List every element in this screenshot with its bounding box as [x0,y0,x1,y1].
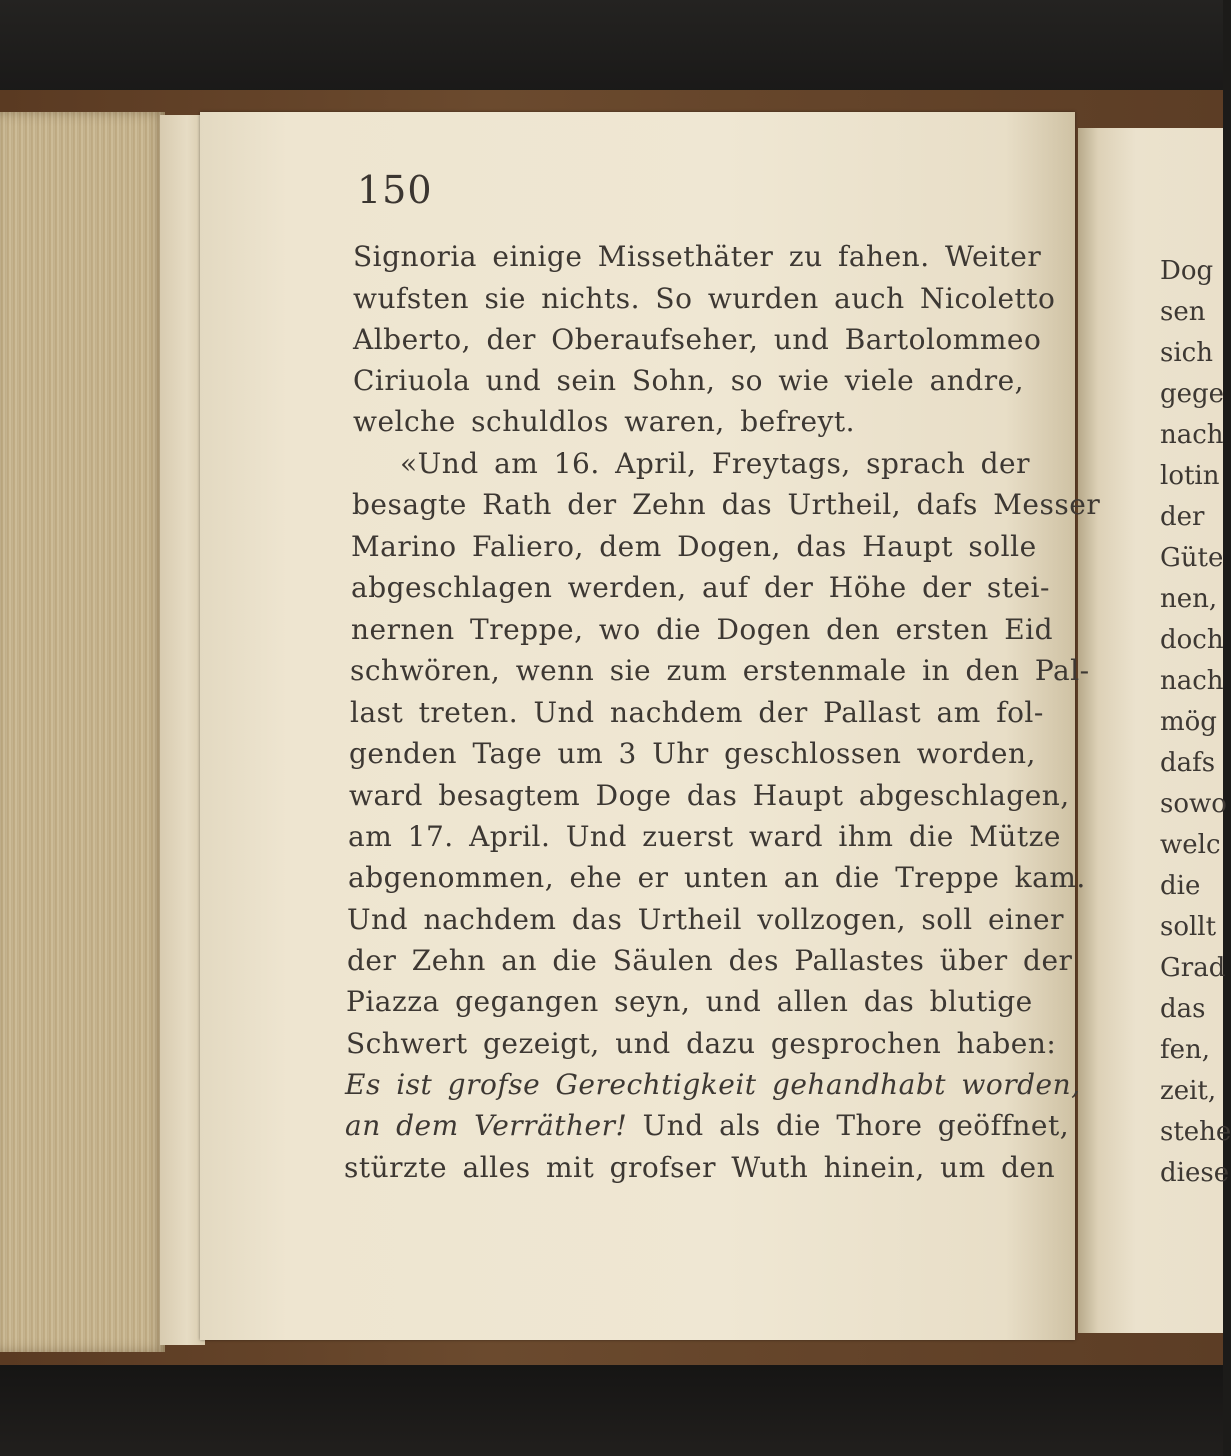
text-line: nernen Treppe, wo die Dogen den ersten Eid [351,613,1054,646]
text-line: besagte Rath der Zehn das Urtheil, dafs Messer [352,488,1101,521]
text-line: der Zehn an die Säulen des Pallastes über der [347,944,1073,977]
right-page-fragment: sollt [1160,912,1217,942]
text-line: am 17. April. Und zuerst ward ihm die Mütze [348,820,1061,853]
right-page-fragment: fen, [1160,1035,1211,1065]
right-page-fragment: stehe [1160,1117,1231,1147]
text-line: ward besagtem Doge das Haupt abgeschlagen, [349,779,1070,812]
text-line: abgenommen, ehe er unten an die Treppe kam. [348,861,1086,894]
text-line: Signoria einige Missethäter zu fahen. Weiter [353,240,1042,273]
right-page-fragment: Dog [1160,256,1214,286]
right-page-fragment: sen [1160,297,1206,327]
right-page-fragment: nen, [1160,584,1218,614]
right-page-fragment: Grad [1160,953,1226,983]
text-line: Piazza gegangen seyn, und allen das blutige [346,985,1033,1018]
text-line: «Und am 16. April, Freytags, sprach der [400,447,1031,480]
right-page-fragment: gege [1160,379,1225,409]
text-line: wufsten sie nichts. So wurden auch Nicoletto [353,282,1056,315]
text-line: Schwert gezeigt, und dazu gesprochen haben: [346,1027,1057,1060]
italic-fragment: an dem Verräther! [345,1109,628,1142]
right-page-fragment: die [1160,871,1201,901]
right-page-fragment: diese [1160,1158,1230,1188]
text-line: Alberto, der Oberaufseher, und Bartolommeo [353,323,1042,356]
text-line: Ciriuola und sein Sohn, so wie viele andre, [353,364,1025,397]
right-page-fragment: nach [1160,420,1224,450]
regular-fragment: Und als die Thore geöffnet, [627,1109,1070,1142]
backdrop-bottom [0,1365,1223,1456]
text-line: abgeschlagen werden, auf der Höhe der stei- [351,571,1050,604]
right-page-fragment: Güte [1160,543,1224,573]
text-line: Und nachdem das Urtheil vollzogen, soll einer [347,903,1064,936]
right-page-fragment: zeit, [1160,1076,1217,1106]
text-line: stürzte alles mit grofser Wuth hinein, um den [344,1151,1056,1184]
mixed-text-line [345,1106,1069,1146]
text-line: welche schuldlos waren, befreyt. [353,405,855,438]
page-number: 150 [357,168,433,212]
right-page-fragment: welc [1160,830,1221,860]
right-page-fragment: nach [1160,666,1224,696]
text-line: Marino Faliero, dem Dogen, das Haupt solle [351,530,1037,563]
right-page-fragment: dafs [1160,748,1216,778]
right-page-fragment: das [1160,994,1206,1024]
text-line: last treten. Und nachdem der Pallast am fol- [350,696,1044,729]
text-line: genden Tage um 3 Uhr geschlossen worden, [349,737,1036,770]
right-page-fragment: sich [1160,338,1213,368]
right-page-fragment: lotin [1160,461,1220,491]
right-page-fragment: der [1160,502,1205,532]
page-block [0,112,165,1352]
italic-text-line: Es ist grofse Gerechtigkeit gehandhabt worden, [345,1068,1081,1101]
right-page-fragment: doch [1160,625,1224,655]
right-page-fragment: sowo [1160,789,1227,819]
right-page-fragment: mög [1160,707,1217,737]
backdrop-top [0,0,1223,95]
text-line: schwören, wenn sie zum erstenmale in den Pal- [350,654,1090,687]
page-edge [160,115,205,1345]
